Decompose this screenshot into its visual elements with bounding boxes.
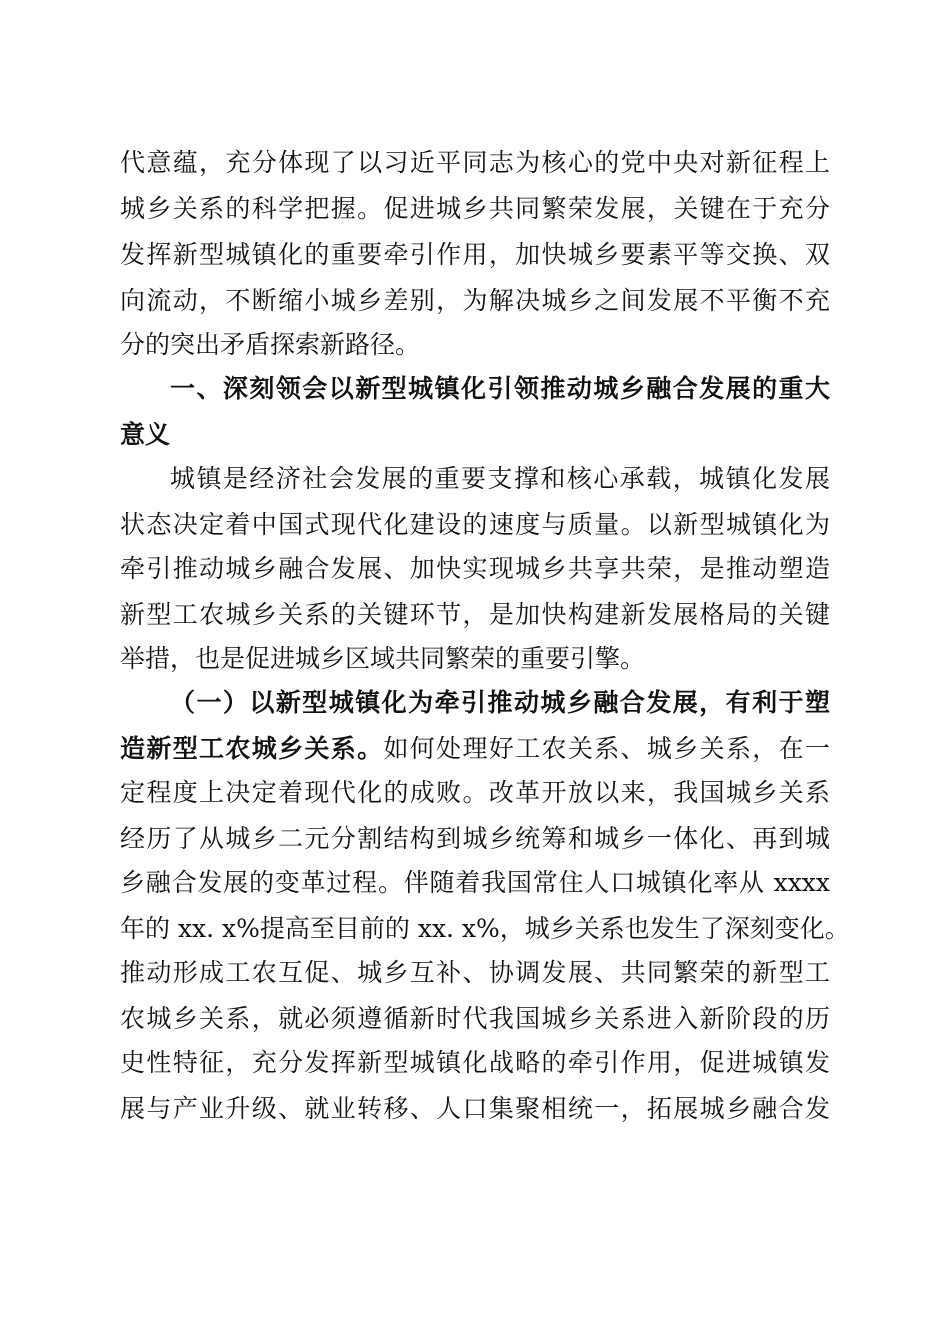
paragraph-3-line-2-rest: 如何处理好工农关系、城乡关系，在一 bbox=[383, 734, 830, 763]
paragraph-3-line-10: 展与产业升级、就业转移、人口集聚相统一，拓展城乡融合发 bbox=[120, 1094, 830, 1123]
subsection-heading-line-2: 造新型工农城乡关系。 bbox=[120, 734, 384, 763]
paragraph-3-line-2 bbox=[120, 732, 830, 766]
paragraph-2-line-3: 牵引推动城乡融合发展、加快实现城乡共享共荣，是推动塑造 bbox=[120, 554, 830, 583]
paragraph-3-line-9: 史性特征，充分发挥新型城镇化战略的牵引作用，促进城镇发 bbox=[120, 1048, 830, 1077]
paragraph-2-line-5: 举措，也是促进城乡区域共同繁荣的重要引擎。 bbox=[120, 644, 646, 673]
paragraph-1-line-4: 向流动，不断缩小城乡差别，为解决城乡之间发展不平衡不充 bbox=[120, 286, 830, 315]
paragraph-3-line-7: 推动形成工农互促、城乡互补、协调发展、共同繁荣的新型工 bbox=[120, 958, 830, 987]
paragraph-3-line-4: 经历了从城乡二元分割结构到城乡统筹和城乡一体化、再到城 bbox=[120, 824, 830, 853]
paragraph-3-line-5: 乡融合发展的变革过程。伴随着我国常住人口城镇化率从 xxxx bbox=[120, 868, 830, 897]
paragraph-1-line-5: 分的突出矛盾探索新路径。 bbox=[120, 330, 421, 359]
paragraph-1-line-1: 代意蕴，充分体现了以习近平同志为核心的党中央对新征程上 bbox=[120, 148, 830, 177]
section-heading-line-2: 意义 bbox=[120, 420, 171, 449]
section-heading-line-1: 一、深刻领会以新型城镇化引领推动城乡融合发展的重大 bbox=[170, 374, 830, 403]
paragraph-3-line-8: 农城乡关系，就必须遵循新时代我国城乡关系进入新阶段的历 bbox=[120, 1004, 830, 1033]
paragraph-2-line-4: 新型工农城乡关系的关键环节，是加快构建新发展格局的关键 bbox=[120, 600, 830, 629]
subsection-heading-line-1: （一）以新型城镇化为牵引推动城乡融合发展，有利于塑 bbox=[170, 688, 830, 717]
paragraph-2-line-1: 城镇是经济社会发展的重要支撑和核心承载，城镇化发展 bbox=[170, 464, 830, 493]
paragraph-3-line-6: 年的 xx. x%提高至目前的 xx. x%，城乡关系也发生了深刻变化。 bbox=[120, 914, 850, 943]
paragraph-2-line-2: 状态决定着中国式现代化建设的速度与质量。以新型城镇化为 bbox=[120, 510, 830, 539]
paragraph-3-line-3: 定程度上决定着现代化的成败。改革开放以来，我国城乡关系 bbox=[120, 778, 830, 807]
paragraph-1-line-3: 发挥新型城镇化的重要牵引作用，加快城乡要素平等交换、双 bbox=[120, 240, 830, 269]
paragraph-1-line-2: 城乡关系的科学把握。促进城乡共同繁荣发展，关键在于充分 bbox=[120, 194, 830, 223]
